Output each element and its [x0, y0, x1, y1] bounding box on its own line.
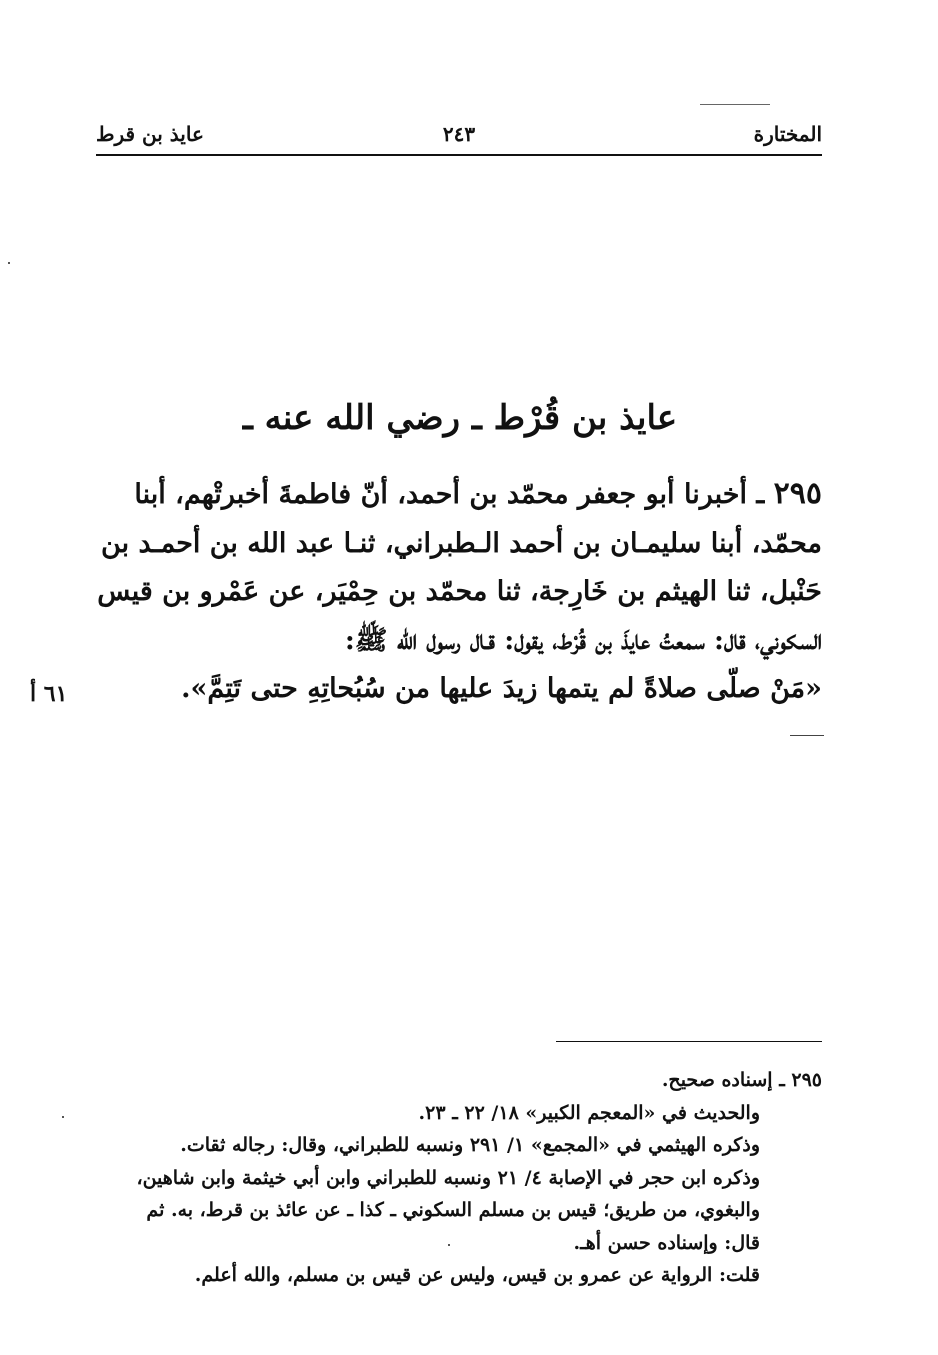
- hadith-number: ٢٩٥: [773, 476, 822, 511]
- scan-speck: [8, 262, 10, 264]
- manuscript-folio-note: ٦١ أ: [30, 681, 68, 707]
- footnote-line-1: ٢٩٥ ـ إسناده صحيح.: [661, 1069, 822, 1091]
- footnote-number: ٢٩٥: [791, 1069, 822, 1091]
- footnote-line-7: قلت: الرواية عن عمرو بن قيس، وليس عن قيس بن مسلم، والله أعلم.: [194, 1264, 760, 1286]
- footnote-line-6: قال: وإسناده حسن أهـ.: [573, 1231, 760, 1254]
- header-decoration: [700, 104, 770, 105]
- scan-speck: [448, 1244, 450, 1246]
- scan-speck: [62, 1116, 64, 1118]
- hadith-line-2: محمّد، أبنا سليمـان بن أحمد الـطبراني، ثنـا عبد الله بن أحمـد بن: [101, 527, 822, 559]
- hadith-text: [96, 470, 822, 714]
- running-head-left: عايذ بن قرط: [96, 122, 204, 146]
- hadith-line-4: السكوني، قال: سمعتُ عايذَ بن قُرْط، يقول: قـال رسول الله ﷺ:: [344, 624, 822, 656]
- footnotes: [96, 1064, 822, 1292]
- page-header: [96, 120, 822, 156]
- page-number: ٢٤٣: [442, 122, 476, 146]
- text-flourish: [790, 735, 824, 736]
- footnote-line-5: والبغوي، من طريق؛ قيس بن مسلم السكوني ـ كذا ـ عن عائذ بن قرط، به. ثم: [146, 1199, 760, 1221]
- running-head-right: المختارة: [753, 122, 822, 146]
- footnote-line-3: وذكره الهيثمي في «المجمع» ١/ ٢٩١ ونسبه للطبراني، وقال: رجاله ثقات.: [180, 1134, 760, 1156]
- footnote-line-2: والحديث في «المعجم الكبير» ١٨/ ٢٢ ـ ٢٣.: [418, 1101, 760, 1124]
- hadith-line-5: «مَنْ صلّى صلاةً لم يتمها زيدَ عليها من سُبُحاتِهِ حتى تَتِمَّ».: [181, 673, 822, 704]
- section-title: عايذ بن قُرْط ـ رضي الله عنه ـ: [242, 398, 678, 438]
- footnote-separator: [556, 1041, 822, 1042]
- hadith-line-1: ٢٩٥ ـ أخبرنا أبو جعفر محمّد بن أحمد، أنّ فاطمةَ أخبرتْهم، أبنا: [134, 476, 822, 511]
- footnote-line-4: وذكره ابن حجر في الإصابة ٤/ ٢١ ونسبه للطبراني وابن أبي خيثمة وابن شاهين،: [136, 1166, 760, 1189]
- hadith-line-3: حَنْبل، ثنا الهيثم بن خَارِجة، ثنا محمّد بن حِمْيَر، عن عَمْرو بن قيس: [97, 576, 822, 607]
